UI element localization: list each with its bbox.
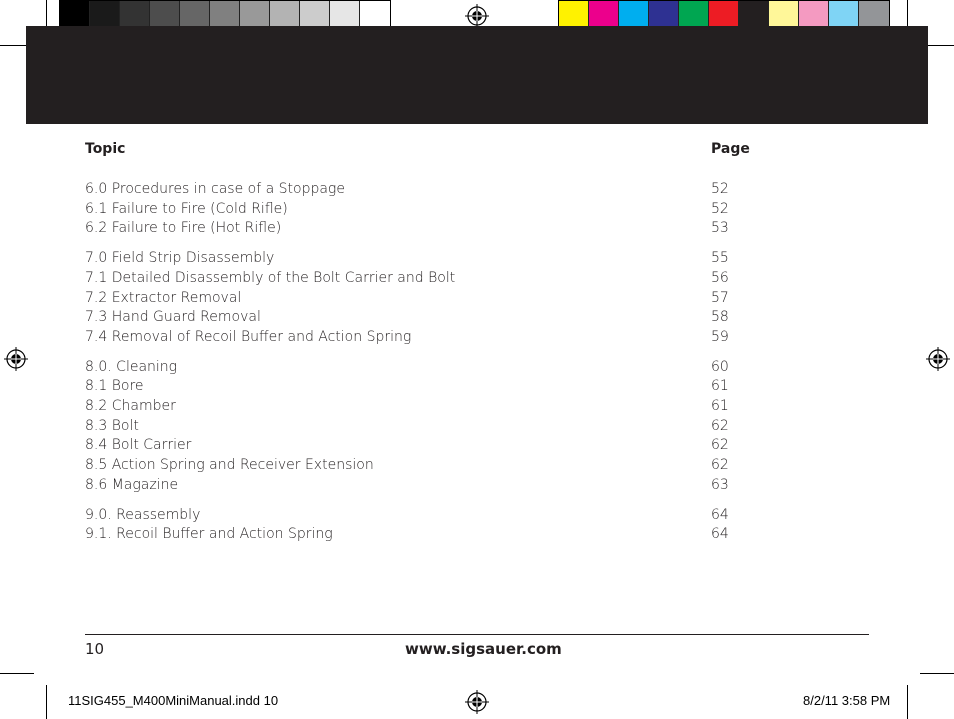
table-row bbox=[85, 477, 745, 497]
page-ref: 55 bbox=[711, 250, 729, 267]
topic-text: 8.2 Chamber bbox=[85, 398, 176, 414]
page-ref: 56 bbox=[711, 269, 729, 286]
topic-text: 7.3 Hand Guard Removal bbox=[85, 309, 261, 326]
topic-text: 6.0 Procedures in case of a Stoppage bbox=[85, 181, 345, 197]
topic-text: 7.2 Extractor Removal bbox=[85, 289, 242, 306]
registration-mark-icon bbox=[4, 347, 28, 371]
page-ref: 53 bbox=[711, 220, 729, 237]
crop-mark bbox=[920, 673, 954, 674]
page-ref: 58 bbox=[711, 309, 729, 326]
table-row bbox=[85, 359, 745, 379]
topic-text: 8.1 Bore bbox=[85, 378, 144, 395]
registration-mark-icon bbox=[465, 4, 489, 28]
page-ref: 61 bbox=[711, 378, 729, 395]
footer-rule bbox=[85, 634, 869, 635]
slug-filename: 11SIG455_M400MiniManual.indd 10 bbox=[68, 693, 279, 708]
page-ref: 57 bbox=[711, 289, 729, 306]
website-url: www.sigsauer.com bbox=[405, 640, 562, 658]
table-row bbox=[85, 437, 745, 457]
table-row bbox=[85, 378, 745, 398]
topic-text: 9.1. Recoil Buffer and Action Spring bbox=[85, 526, 333, 543]
table-row bbox=[85, 250, 745, 270]
registration-mark-icon bbox=[465, 690, 489, 714]
table-row bbox=[85, 398, 745, 418]
header-band bbox=[26, 26, 928, 124]
topic-text: 8.5 Action Spring and Receiver Extension bbox=[85, 457, 374, 474]
page-number: 10 bbox=[85, 640, 105, 658]
topic-text: 9.0. Reassembly bbox=[85, 506, 201, 523]
topic-text: 7.4 Removal of Recoil Buffer and Action Spring bbox=[85, 328, 412, 345]
table-row bbox=[85, 181, 745, 201]
page-ref: 62 bbox=[711, 437, 729, 454]
table-row bbox=[85, 201, 745, 221]
table-row bbox=[85, 220, 745, 240]
page-ref: 60 bbox=[711, 358, 729, 375]
slug-date: 8/2/11 3:58 PM bbox=[803, 693, 891, 708]
page-column-header: Page bbox=[711, 141, 750, 157]
page-ref: 62 bbox=[711, 417, 729, 434]
crop-mark bbox=[46, 685, 47, 719]
topic-text: 7.0 Field Strip Disassembly bbox=[85, 250, 275, 267]
table-row bbox=[85, 526, 745, 546]
page-ref: 62 bbox=[711, 457, 729, 474]
crop-mark bbox=[0, 673, 34, 674]
topic-text: 8.4 Bolt Carrier bbox=[85, 437, 192, 454]
page-ref: 61 bbox=[711, 398, 729, 414]
page-ref: 52 bbox=[711, 181, 729, 197]
registration-mark-icon bbox=[926, 347, 950, 371]
topic-text: 8.6 Magazine bbox=[85, 476, 179, 493]
page-ref: 52 bbox=[711, 200, 729, 217]
topic-column-header: Topic bbox=[85, 141, 126, 157]
table-row bbox=[85, 309, 745, 329]
page-ref: 64 bbox=[711, 506, 729, 523]
page-ref: 59 bbox=[711, 328, 729, 345]
table-row bbox=[85, 457, 745, 477]
topic-text: 8.0. Cleaning bbox=[85, 358, 178, 375]
table-row bbox=[85, 270, 745, 290]
page-ref: 64 bbox=[711, 526, 729, 543]
topic-text: 6.2 Failure to Fire (Hot Rifle) bbox=[85, 220, 282, 237]
topic-text: 8.3 Bolt bbox=[85, 417, 139, 434]
topic-text: 7.1 Detailed Disassembly of the Bolt Carrier and Bolt bbox=[85, 269, 456, 286]
page-ref: 63 bbox=[711, 476, 729, 493]
table-row bbox=[85, 418, 745, 438]
table-row bbox=[85, 507, 745, 527]
table-row bbox=[85, 290, 745, 310]
topic-text: 6.1 Failure to Fire (Cold Rifle) bbox=[85, 200, 288, 217]
crop-mark bbox=[907, 685, 908, 719]
table-row bbox=[85, 329, 745, 349]
